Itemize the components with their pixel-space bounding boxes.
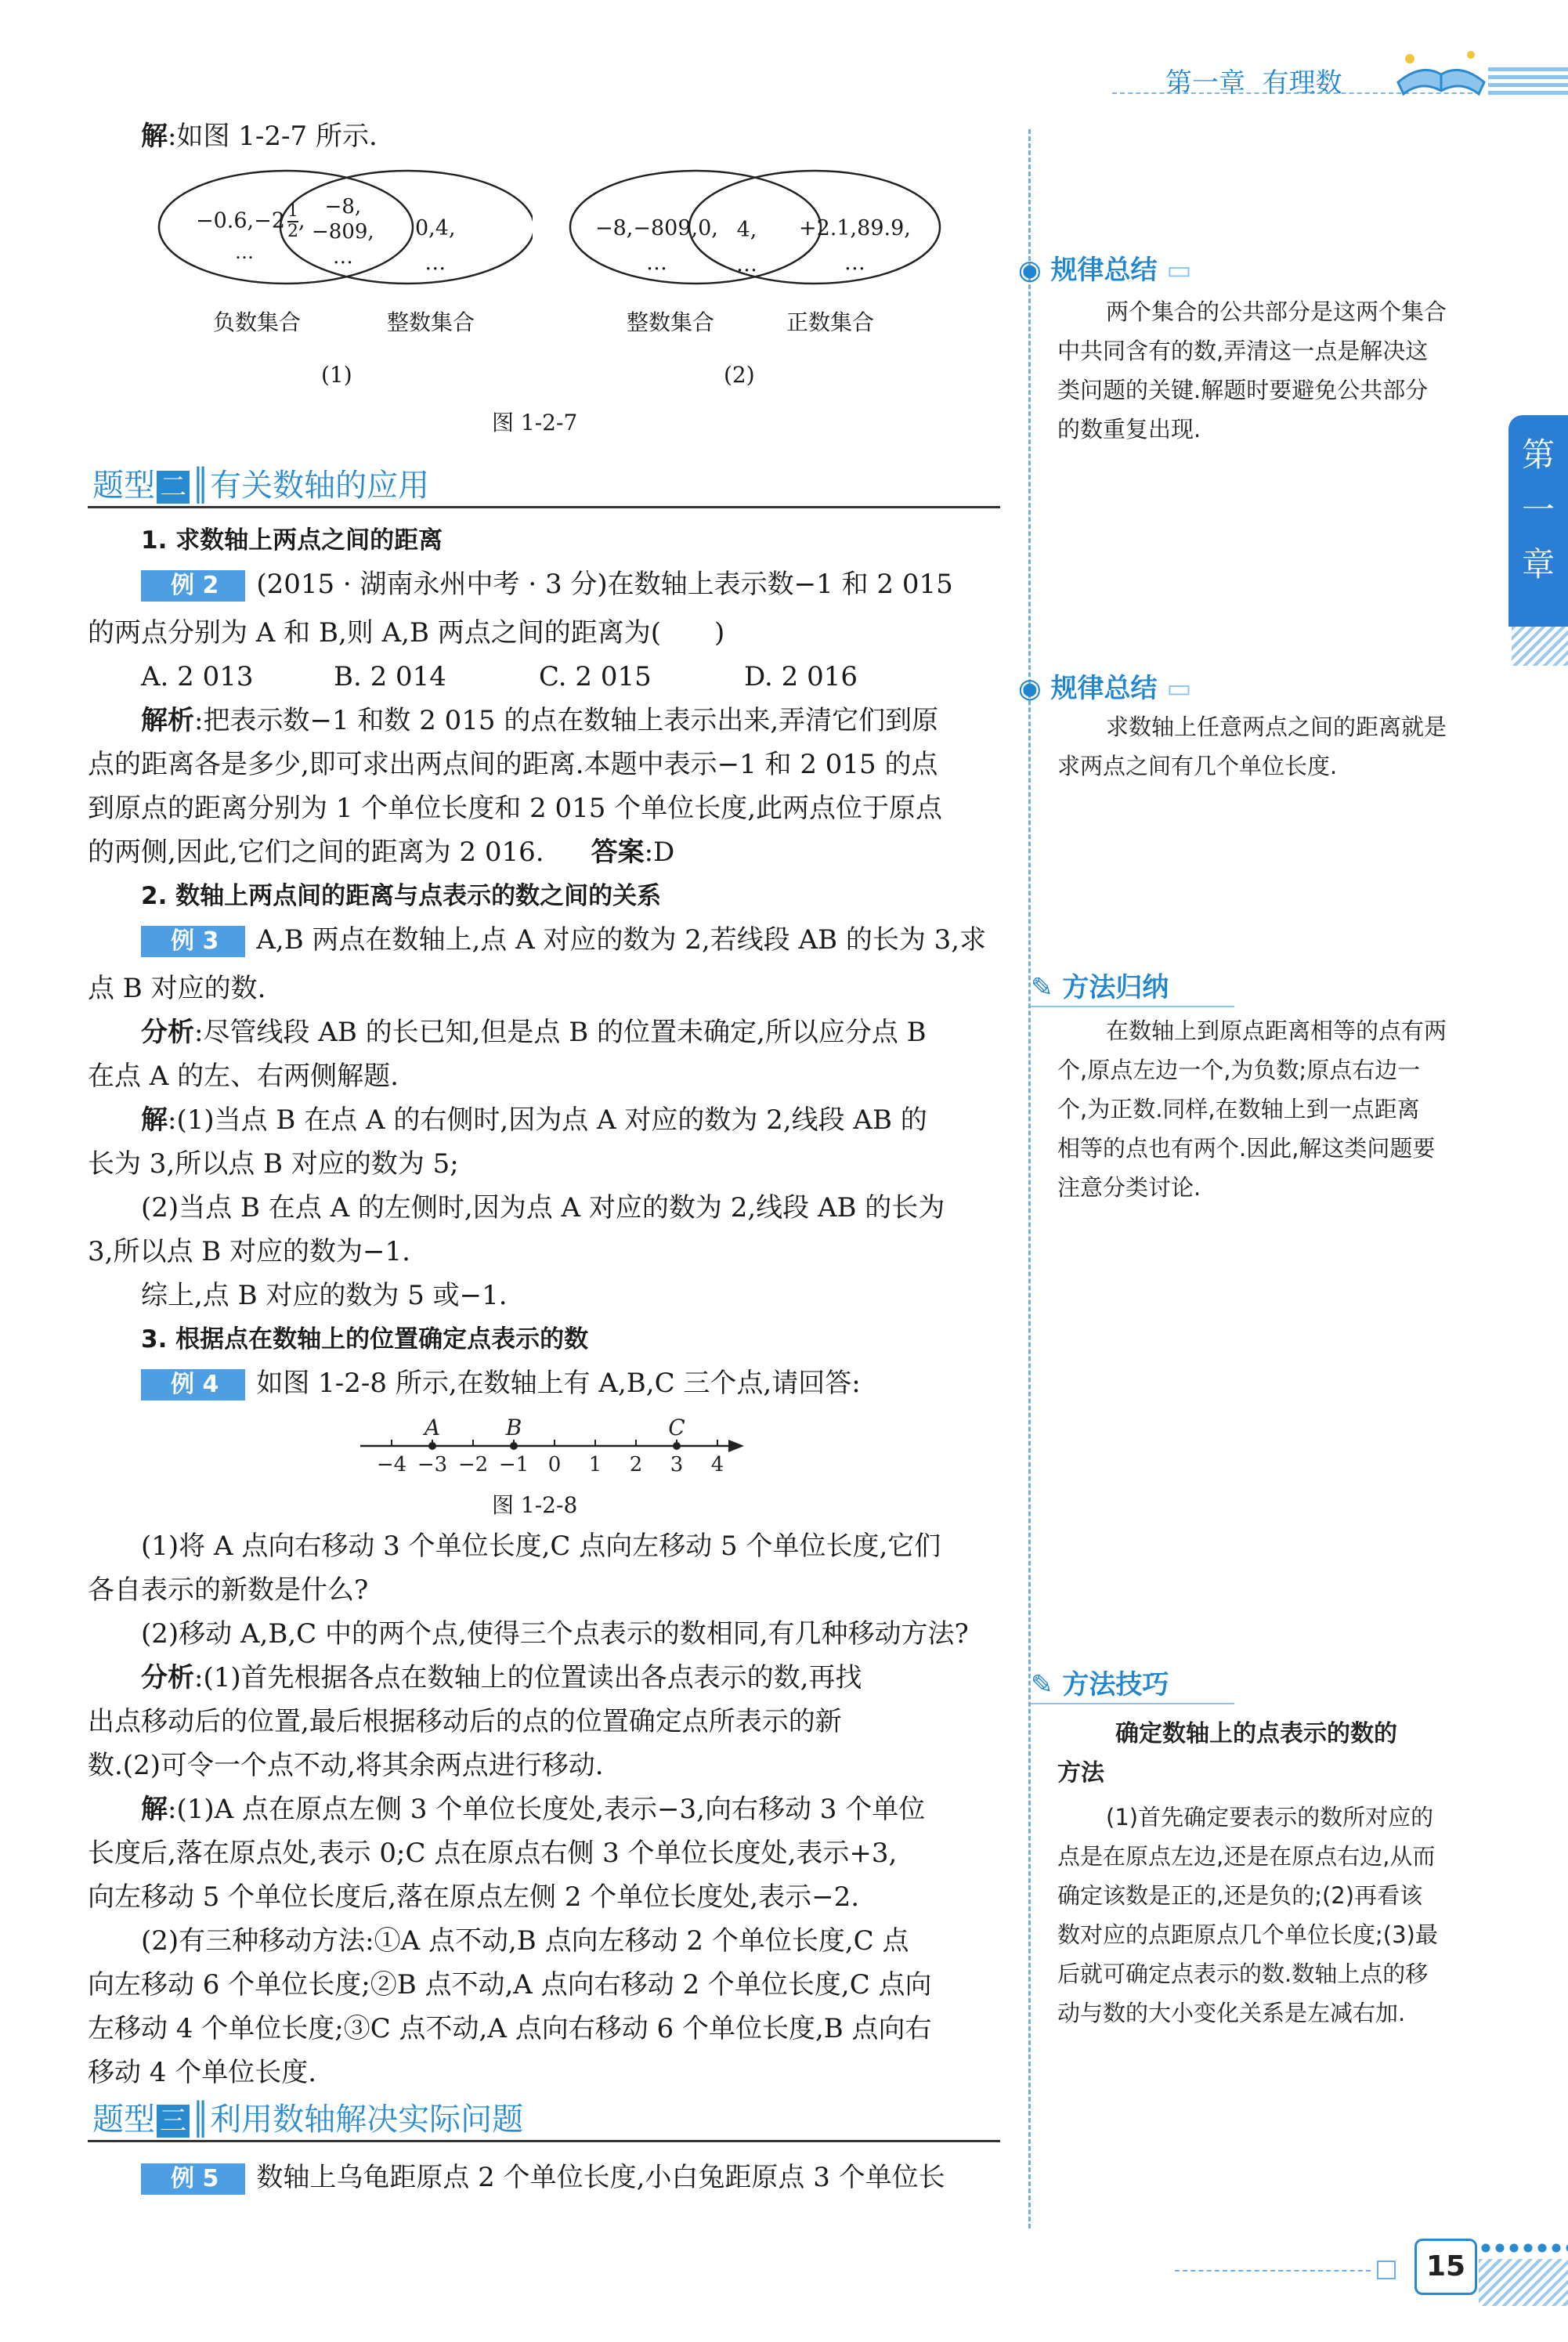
venn2-left-label: 整数集合 [627, 309, 715, 335]
sidebar-line: 求数轴上任意两点之间的距离就是 [1106, 714, 1447, 740]
point-label: C [668, 1415, 685, 1440]
analysis-label: 分析 [141, 1017, 194, 1048]
tick-label: −4 [376, 1453, 407, 1476]
solution-line: 向左移动 5 个单位长度后,落在原点左侧 2 个单位长度处,表示−2. [88, 1881, 860, 1913]
venn1-left-values: −0.6,−2 $\frac{1}{2}$ , [196, 201, 305, 241]
sidebar-line: 求两点之间有几个单位长度. [1057, 753, 1338, 779]
sidebar-line: 个,为正数.同样,在数轴上到一点距离 [1057, 1096, 1420, 1122]
section-rule [88, 506, 1000, 508]
sidebar-line: 确定该数是正的,还是负的;(2)再看该 [1057, 1882, 1423, 1909]
header-stripes [1488, 67, 1568, 99]
solution-line: (2)当点 B 在点 A 的左侧时,因为点 A 对应的数为 2,线段 AB 的长为 [141, 1192, 945, 1223]
analysis-label: 解析 [141, 705, 194, 736]
option-c: C. 2 015 [539, 661, 652, 692]
bullet-icon: ◉ [1018, 673, 1042, 704]
question-line: (2)移动 A,B,C 中的两个点,使得三个点表示的数相同,有几种移动方法? [141, 1618, 969, 1650]
example-text: A,B 两点在数轴上,点 A 对应的数为 2,若线段 AB 的长为 3,求 [256, 924, 987, 956]
note-title-text: 规律总结 [1050, 673, 1158, 704]
example-2-line [141, 562, 953, 606]
book-icon [1386, 39, 1496, 102]
venn1-left-ellipsis: … [235, 241, 254, 263]
analysis-line [88, 830, 674, 874]
venn1-right-label: 整数集合 [387, 309, 475, 335]
sidebar-title-rule [1031, 1703, 1234, 1704]
sidebar-title-rule [1031, 1006, 1234, 1007]
venn2-sub: (2) [724, 362, 755, 388]
analysis-line [141, 1010, 927, 1054]
solution-line [141, 1787, 925, 1831]
point-marker [428, 1442, 436, 1450]
venn1-frac-num: 1 [287, 201, 298, 221]
number-line [352, 1402, 760, 1488]
analysis-line: 数.(2)可令一个点不动,将其余两点进行移动. [88, 1750, 604, 1781]
solution-line: 左移动 4 个单位长度;③C 点不动,A 点向右移动 6 个单位长度,B 点向右 [88, 2013, 932, 2044]
footer-dots [1479, 2243, 1568, 2253]
solution-label: 解 [141, 121, 168, 152]
analysis-label: 分析 [141, 1662, 194, 1693]
chapter-label: 第一章 [1165, 67, 1245, 99]
venn2-right-line: +2.1,89.9, [799, 216, 911, 240]
chapter-tab [1508, 415, 1568, 627]
sidebar-heading: 确定数轴上的点表示的数的 [1115, 1720, 1397, 1747]
page-number: 15 [1414, 2239, 1477, 2295]
venn2-mid-values [736, 213, 757, 282]
venn2-mid-line: 4, [736, 218, 757, 242]
venn1-mid-line: −809, [312, 220, 374, 244]
sidebar-note-title: ◉ 规律总结 ▭ [1018, 673, 1192, 704]
sidebar-note-title [1031, 970, 1169, 1006]
venn2-right-label: 正数集合 [786, 309, 875, 335]
sidebar-line: 在数轴上到原点距离相等的点有两 [1106, 1017, 1447, 1044]
footer-rule [1175, 2270, 1371, 2272]
option-d: D. 2 016 [744, 661, 858, 692]
note-title-text: 方法归纳 [1062, 972, 1169, 1003]
tick-label: −1 [498, 1453, 529, 1476]
section-number: 三 [157, 2105, 190, 2138]
question-line: (1)将 A 点向右移动 3 个单位长度,C 点向左移动 5 个单位长度,它们 [141, 1531, 941, 1562]
venn1-sub: (1) [321, 362, 352, 388]
analysis-text: :(1)首先根据各点在数轴上的位置读出各点表示的数,再找 [194, 1662, 862, 1693]
venn1-right-values [415, 211, 456, 280]
analysis-line [141, 1656, 862, 1700]
venn1-right-line: 0,4, [415, 216, 456, 240]
solution-line: 综上,点 B 对应的数为 5 或−1. [141, 1280, 508, 1311]
sidebar-note-title: ◉ 规律总结 ▭ [1018, 255, 1192, 286]
venn1-mid-values [312, 194, 374, 269]
solution-line [141, 1098, 927, 1142]
analysis-text: :把表示数−1 和数 2 015 的点在数轴上表示出来,弄清它们到原 [194, 705, 939, 736]
solution-line: (2)有三种移动方法:①A 点不动,B 点向左移动 2 个单位长度,C 点 [141, 1925, 909, 1957]
solution-line: 长度后,落在原点处,表示 0;C 点在原点右侧 3 个单位长度处,表示+3, [88, 1838, 898, 1869]
sidebar-line: 动与数的大小变化关系是左减右加. [1057, 2000, 1406, 2026]
point-marker [673, 1442, 681, 1450]
answer-label: 答案 [591, 837, 645, 868]
analysis-line: 点的距离各是多少,即可求出两点间的距离.本题中表示−1 和 2 015 的点 [88, 749, 938, 780]
venn1-left-text: −0.6,−2 [196, 208, 285, 233]
point-label: B [505, 1415, 522, 1440]
sidebar-line: (1)首先确定要表示的数所对应的 [1106, 1804, 1434, 1831]
question-line: 各自表示的新数是什么? [88, 1574, 369, 1606]
venn1-mid-line: … [332, 245, 353, 269]
chapter-name: 有理数 [1262, 67, 1342, 99]
venn2-left-line: −8,−809,0, [595, 216, 718, 240]
point-label: A [424, 1415, 441, 1440]
tick-label: 3 [670, 1453, 684, 1476]
option-a: A. 2 013 [141, 661, 254, 692]
example-5-line [141, 2156, 945, 2199]
example-badge: 例 4 [141, 1369, 245, 1401]
tick-label: −2 [457, 1453, 489, 1476]
pen-icon: ✎ [1031, 972, 1053, 1003]
tick-label: 4 [710, 1453, 724, 1476]
example-line: 点 B 对应的数. [88, 973, 266, 1004]
example-text: 如图 1-2-8 所示,在数轴上有 A,B,C 三个点,请回答: [256, 1368, 861, 1399]
column-divider [1028, 129, 1031, 2228]
tick-label: 1 [588, 1453, 602, 1476]
analysis-line [141, 699, 938, 743]
sidebar-line: 注意分类讨论. [1057, 1174, 1201, 1201]
sidebar-line: 后就可确定点表示的数.数轴上点的移 [1057, 1961, 1429, 1987]
sidebar-line: 类问题的关键.解题时要避免公共部分 [1057, 377, 1429, 403]
venn1-frac-den: 2 [287, 222, 298, 241]
chapter-tab-char: 章 [1521, 545, 1555, 584]
solution-line: 移动 4 个单位长度. [88, 2057, 317, 2088]
venn2-right-line: … [844, 251, 865, 275]
figure-caption: 图 1-2-7 [492, 410, 578, 436]
section-header-type3: 题型 三 ║利用数轴解决实际问题 [92, 2102, 524, 2138]
sidebar-line: 中共同含有的数,弄清这一点是解决这 [1057, 338, 1429, 364]
analysis-text: 的两侧,因此,它们之间的距离为 2 016. [88, 837, 544, 868]
venn2-left-line: … [645, 251, 667, 275]
venn1-mid-line: −8, [324, 195, 362, 219]
section-header-type2: 题型 二 ║有关数轴的应用 [92, 468, 430, 504]
solution-text: :(1)当点 B 在点 A 的右侧时,因为点 A 对应的数为 2,线段 AB 的 [168, 1104, 927, 1136]
pen-icon: ✎ [1031, 1669, 1053, 1700]
solution-text: :(1)A 点在原点左侧 3 个单位长度处,表示−3,向右移动 3 个单位 [168, 1794, 926, 1825]
sidebar-note-title [1031, 1667, 1169, 1703]
example-4-line [141, 1361, 861, 1405]
sidebar-line: 个,原点左边一个,为负数;原点右边一 [1057, 1057, 1421, 1083]
example-line: 的两点分别为 A 和 B,则 A,B 两点之间的距离为( ) [88, 617, 725, 649]
chapter-tab-stripes [1512, 627, 1568, 666]
point-marker [510, 1442, 518, 1450]
example-options [141, 655, 858, 699]
sidebar-line: 相等的点也有两个.因此,解这类问题要 [1057, 1135, 1436, 1162]
analysis-line: 出点移动后的位置,最后根据移动后的点的位置确定点所表示的新 [88, 1706, 842, 1737]
solution-line: 向左移动 6 个单位长度;②B 点不动,A 点向右移动 2 个单位长度,C 点向 [88, 1969, 932, 2000]
subheading: 2. 数轴上两点间的距离与点表示的数之间的关系 [141, 882, 662, 910]
sidebar-line: 两个集合的公共部分是这两个集合 [1106, 298, 1447, 325]
footer-stripes [1479, 2259, 1568, 2306]
tick-label: 0 [547, 1453, 562, 1476]
solution-label: 解 [141, 1794, 168, 1825]
sidebar-line: 的数重复出现. [1057, 416, 1201, 443]
sidebar-line: 数对应的点距原点几个单位长度;(3)最 [1057, 1921, 1438, 1948]
example-text: 数轴上乌龟距原点 2 个单位长度,小白兔距原点 3 个单位长 [256, 2162, 945, 2193]
sidebar-heading: 方法 [1057, 1759, 1104, 1787]
example-badge: 例 2 [141, 570, 245, 602]
solution-line: 3,所以点 B 对应的数为−1. [88, 1236, 410, 1267]
footer-square [1377, 2261, 1396, 2279]
analysis-line: 在点 A 的左、右两侧解题. [88, 1061, 399, 1092]
venn1-left-label: 负数集合 [213, 309, 302, 335]
bullet-icon: ◉ [1018, 255, 1042, 286]
section-prefix: 题型 [92, 2102, 155, 2138]
solution-label: 解 [141, 1104, 168, 1136]
section-prefix: 题型 [92, 468, 155, 504]
arrow-icon [728, 1440, 744, 1452]
chapter-tab-char: 一 [1521, 490, 1555, 529]
solution-line: 长为 3,所以点 B 对应的数为 5; [88, 1148, 459, 1180]
venn2-mid-line: … [736, 252, 757, 276]
option-b: B. 2 014 [334, 661, 446, 692]
analysis-text: :尽管线段 AB 的长已知,但是点 B 的位置未确定,所以应分点 B [194, 1017, 927, 1048]
section-title: 利用数轴解决实际问题 [210, 2102, 524, 2138]
answer-text: :D [644, 837, 675, 868]
section-rule [88, 2140, 1000, 2142]
analysis-line: 到原点的距离分别为 1 个单位长度和 2 015 个单位长度,此两点位于原点 [88, 793, 943, 824]
figure-caption: 图 1-2-8 [492, 1492, 578, 1518]
note-title-text: 方法技巧 [1062, 1669, 1169, 1700]
chapter-tab-char: 第 [1521, 436, 1555, 474]
sidebar-line: 点是在原点左边,还是在原点右边,从而 [1057, 1843, 1436, 1870]
solution-line [141, 114, 378, 158]
chapter-title [1165, 61, 1342, 99]
example-badge: 例 3 [141, 926, 245, 957]
venn1-right-line: … [425, 251, 446, 275]
example-3-line [141, 918, 986, 962]
section-title: 有关数轴的应用 [210, 468, 430, 504]
example-text: (2015 · 湖南永州中考 · 3 分)在数轴上表示数−1 和 2 015 [256, 569, 953, 600]
venn2-left-values [595, 211, 718, 280]
example-badge: 例 5 [141, 2163, 245, 2195]
tick-label: 2 [629, 1453, 643, 1476]
section-number: 二 [157, 471, 190, 504]
solution-text: :如图 1-2-7 所示. [168, 121, 378, 152]
note-title-text: 规律总结 [1050, 255, 1158, 286]
venn2-right-values [799, 211, 911, 280]
tick-label: −3 [417, 1453, 448, 1476]
subheading: 1. 求数轴上两点之间的距离 [141, 526, 443, 555]
subheading: 3. 根据点在数轴上的位置确定点表示的数 [141, 1325, 589, 1354]
